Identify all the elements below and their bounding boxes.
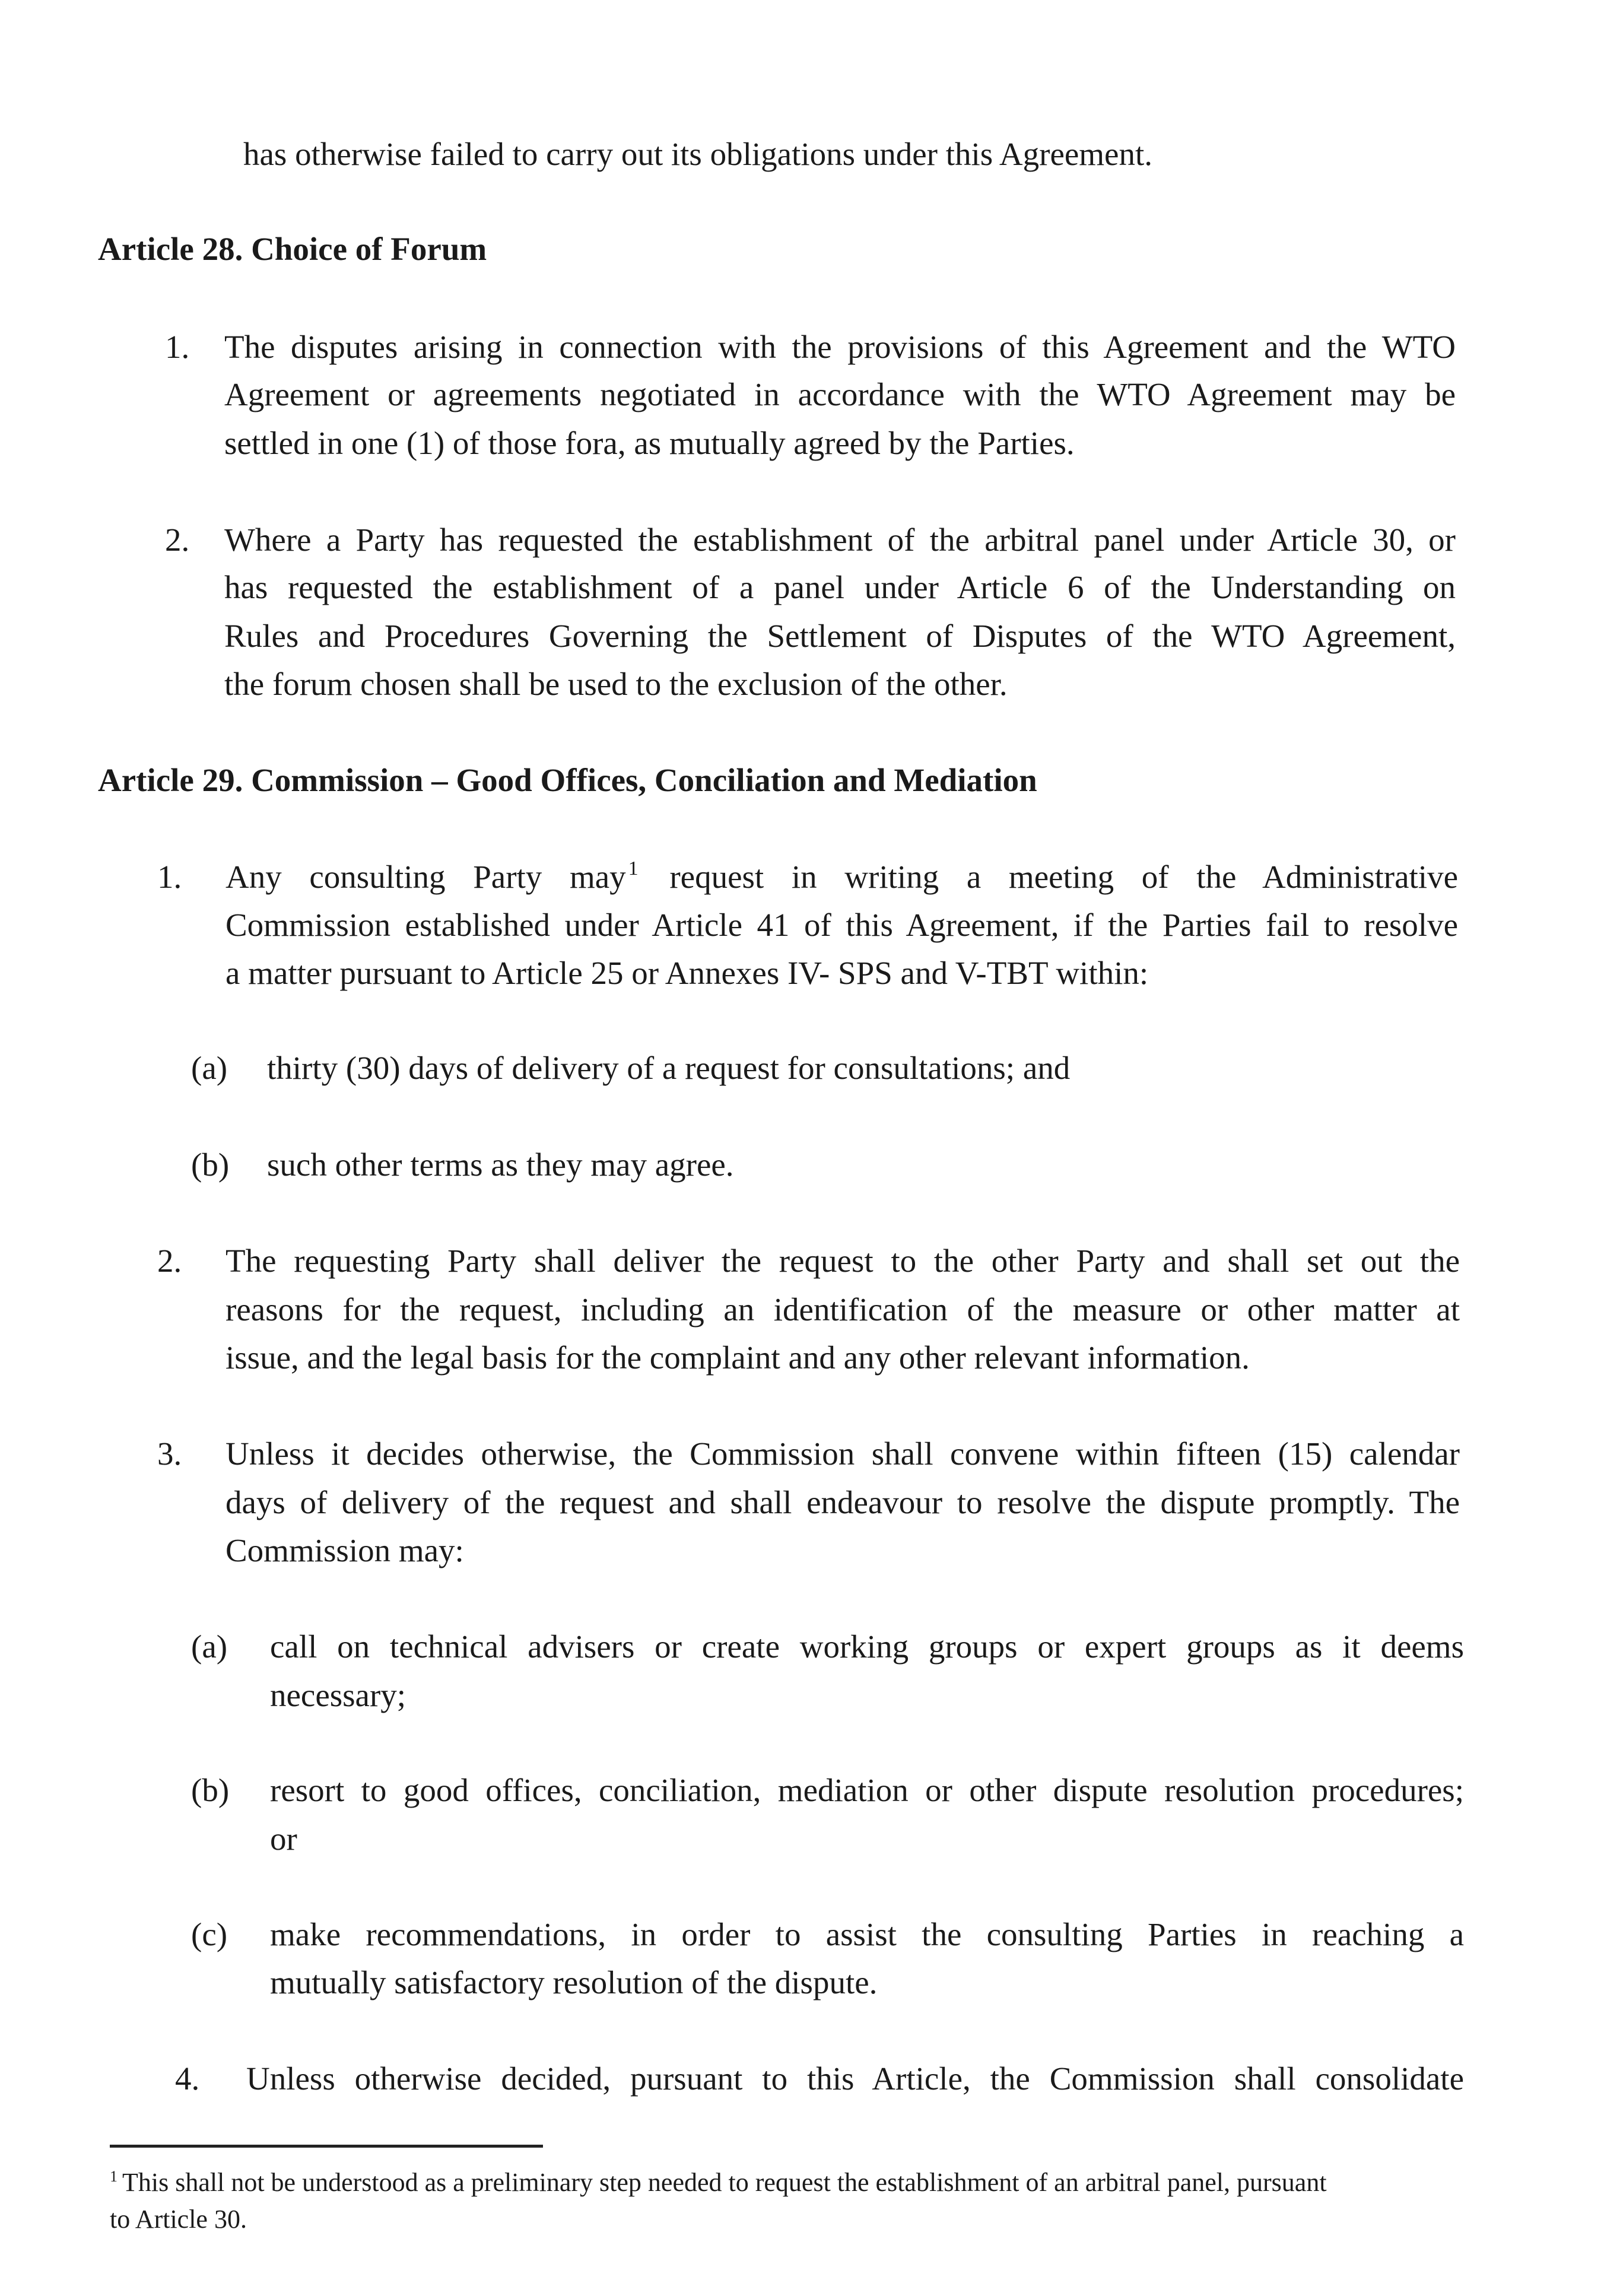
article-29-item-1-line-2: Commission established under Article 41 of this Agreement, if the Parties fail to resolve: [225, 907, 1458, 943]
footnote-separator: [110, 2145, 543, 2148]
article-29-item-1-sub-a-label: (a): [191, 1050, 228, 1086]
article-29-item-3-sub-a-line-1: call on technical advisers or create working groups or expert groups as it deems: [270, 1628, 1464, 1665]
article-29-item-3-sub-a-label: (a): [191, 1628, 228, 1665]
article-29-item-1-sub-a-text: thirty (30) days of delivery of a request for consultations; and: [267, 1050, 1071, 1086]
article-29-item-3-sub-c-line-1: make recommendations, in order to assist the consulting Parties in reaching a: [270, 1916, 1464, 1952]
article-28-item-2-line-1: Where a Party has requested the establishment of the arbitral panel under Article 30, or: [224, 522, 1456, 558]
article-29-item-3-sub-a-line-2: necessary;: [270, 1677, 406, 1713]
article-28-item-1-line-1: The disputes arising in connection with the provisions of this Agreement and the WTO: [224, 329, 1456, 365]
article-29-item-2-number: 2.: [157, 1243, 182, 1279]
article-29-item-3-line-1: Unless it decides otherwise, the Commission shall convene within fifteen (15) calendar: [225, 1436, 1460, 1472]
article-29-item-2-line-2: reasons for the request, including an identification of the measure or other matter at: [225, 1291, 1460, 1328]
continuation-text: has otherwise failed to carry out its obligations under this Agreement.: [243, 136, 1152, 172]
article-29-item-2-line-3: issue, and the legal basis for the complaint and any other relevant information.: [225, 1339, 1250, 1376]
article-28-heading: Article 28. Choice of Forum: [98, 231, 487, 267]
footnote-1-line-1: $^1$ This shall not be understood as a preliminary step needed to request the establishment of an arbitral panel, pursuant: [110, 2168, 1327, 2197]
footnote-reference-1[interactable]: 1: [628, 858, 639, 879]
article-28-item-2-line-2: has requested the establishment of a panel under Article 6 of the Understanding on: [224, 569, 1456, 605]
article-29-item-4-line-1: Unless otherwise decided, pursuant to this Article, the Commission shall consolidate: [246, 2060, 1464, 2097]
article-29-item-3-number: 3.: [157, 1436, 182, 1472]
article-29-item-3-sub-b-line-2: or: [270, 1821, 297, 1857]
article-29-item-3-sub-b-label: (b): [191, 1772, 230, 1808]
article-29-item-3-sub-b-line-1: resort to good offices, conciliation, mediation or other dispute resolution procedures;: [270, 1772, 1464, 1808]
article-29-item-1-number: 1.: [157, 859, 182, 895]
article-28-item-1-number: 1.: [165, 329, 190, 365]
article-29-item-4-number: 4.: [175, 2060, 200, 2097]
article-28-item-2-number: 2.: [165, 522, 190, 558]
article-29-item-3-sub-c-line-2: mutually satisfactory resolution of the dispute.: [270, 1964, 878, 2000]
article-28-item-1-line-3: settled in one (1) of those fora, as mutually agreed by the Parties.: [224, 425, 1075, 461]
article-29-heading: Article 29. Commission – Good Offices, Conciliation and Mediation: [98, 762, 1037, 798]
article-29-item-2-line-1: The requesting Party shall deliver the request to the other Party and shall set out the: [225, 1243, 1460, 1279]
article-28-item-2-line-3: Rules and Procedures Governing the Settlement of Disputes of the WTO Agreement,: [224, 618, 1456, 654]
article-29-item-3-line-3: Commission may:: [225, 1532, 464, 1568]
footnote-1-line-2: to Article 30.: [110, 2205, 247, 2234]
article-28-item-2-line-4: the forum chosen shall be used to the exclusion of the other.: [224, 666, 1008, 702]
article-28-item-1-line-2: Agreement or agreements negotiated in accordance with the WTO Agreement may be: [224, 376, 1456, 412]
article-29-item-1-line-1: Any consulting Party may $^1$ request in writing a meeting of the Administrative: [225, 858, 1458, 895]
footnote-marker: 1: [110, 2168, 117, 2185]
article-29-item-1-line-3: a matter pursuant to Article 25 or Annexes IV- SPS and V-TBT within:: [225, 955, 1149, 991]
article-29-item-3-line-2: days of delivery of the request and shall endeavour to resolve the dispute promptly. The: [225, 1484, 1460, 1520]
article-29-item-1-sub-b-text: such other terms as they may agree.: [267, 1147, 734, 1183]
article-29-item-1-sub-b-label: (b): [191, 1147, 230, 1183]
article-29-item-3-sub-c-label: (c): [191, 1916, 228, 1952]
